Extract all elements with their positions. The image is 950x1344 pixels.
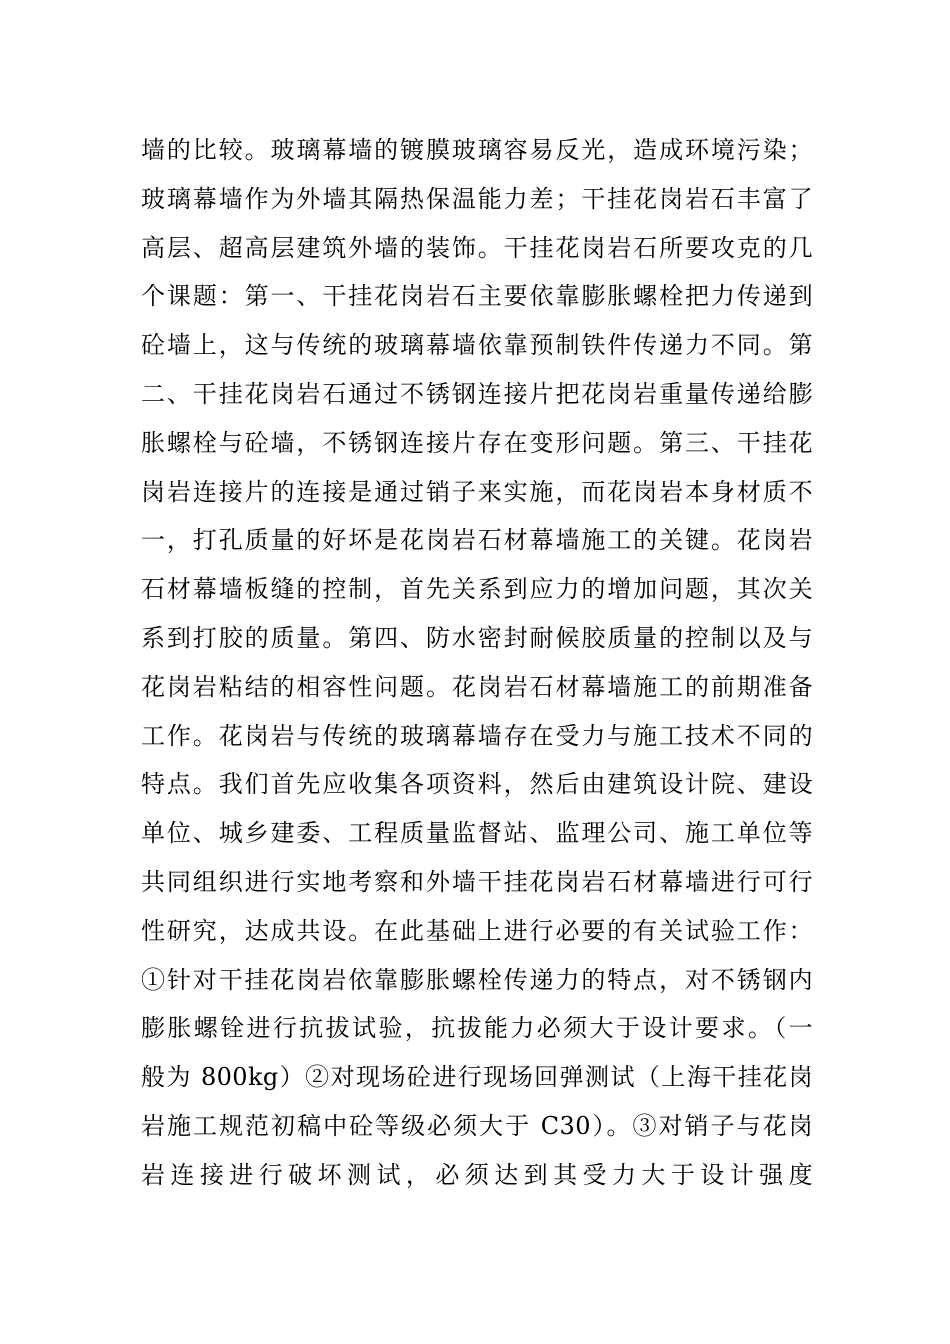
text-line-1: 墙的比较。玻璃幕墙的镀膜玻璃容易反光，造成环境污染； [141,136,813,164]
text-line-16: 共同组织进行实地考察和外墙干挂花岗岩石材幕墙进行可行 [141,867,813,896]
text-line-21: 岩施工规范初稿中砼等级必须大于 C30）。③对销子与花岗 [141,1111,813,1140]
text-line-22: 岩连接进行破坏测试，必须达到其受力大于设计强度 [141,1160,813,1189]
text-line-20: 般为 800kg）②对现场砼进行现场回弹测试（上海干挂花岗 [141,1063,813,1092]
text-line-17: 性研究，达成共设。在此基础上进行必要的有关试验工作： [141,916,813,945]
text-line-14: 特点。我们首先应收集各项资料，然后由建筑设计院、建设 [141,770,813,799]
text-line-19: 膨胀螺铨进行抗拔试验，抗拔能力必须大于设计要求。（一 [141,1014,813,1043]
text-line-2: 玻璃幕墙作为外墙其隔热保温能力差；干挂花岗岩石丰富了 [141,184,813,213]
text-line-13: 工作。花岗岩与传统的玻璃幕墙存在受力与施工技术不同的 [141,721,813,750]
text-line-15: 单位、城乡建委、工程质量监督站、监理公司、施工单位等 [141,819,813,848]
text-line-7: 胀螺栓与砼墙，不锈钢连接片存在变形问题。第三、干挂花 [141,428,813,457]
text-line-9: 一，打孔质量的好坏是花岗岩石材幕墙施工的关键。花岗岩 [141,526,813,555]
text-line-8: 岗岩连接片的连接是通过销子来实施，而花岗岩本身材质不 [141,477,813,506]
body-text [141,126,813,1200]
text-line-3: 高层、超高层建筑外墙的装饰。干挂花岗岩石所要攻克的几 [141,233,813,262]
text-line-6: 二、干挂花岗岩石通过不锈钢连接片把花岗岩重量传递给膨 [141,379,813,408]
text-line-4: 个课题：第一、干挂花岗岩石主要依靠膨胀螺栓把力传递到 [141,282,813,311]
text-line-10: 石材幕墙板缝的控制，首先关系到应力的增加问题，其次关 [141,575,813,604]
text-line-11: 系到打胶的质量。第四、防水密封耐候胶质量的控制以及与 [141,623,813,652]
text-line-18: ①针对干挂花岗岩依靠膨胀螺栓传递力的特点，对不锈钢内 [141,965,813,994]
text-line-5: 砼墙上，这与传统的玻璃幕墙依靠预制铁件传递力不同。第 [141,331,813,360]
text-line-12: 花岗岩粘结的相容性问题。花岗岩石材幕墙施工的前期准备 [141,672,813,701]
